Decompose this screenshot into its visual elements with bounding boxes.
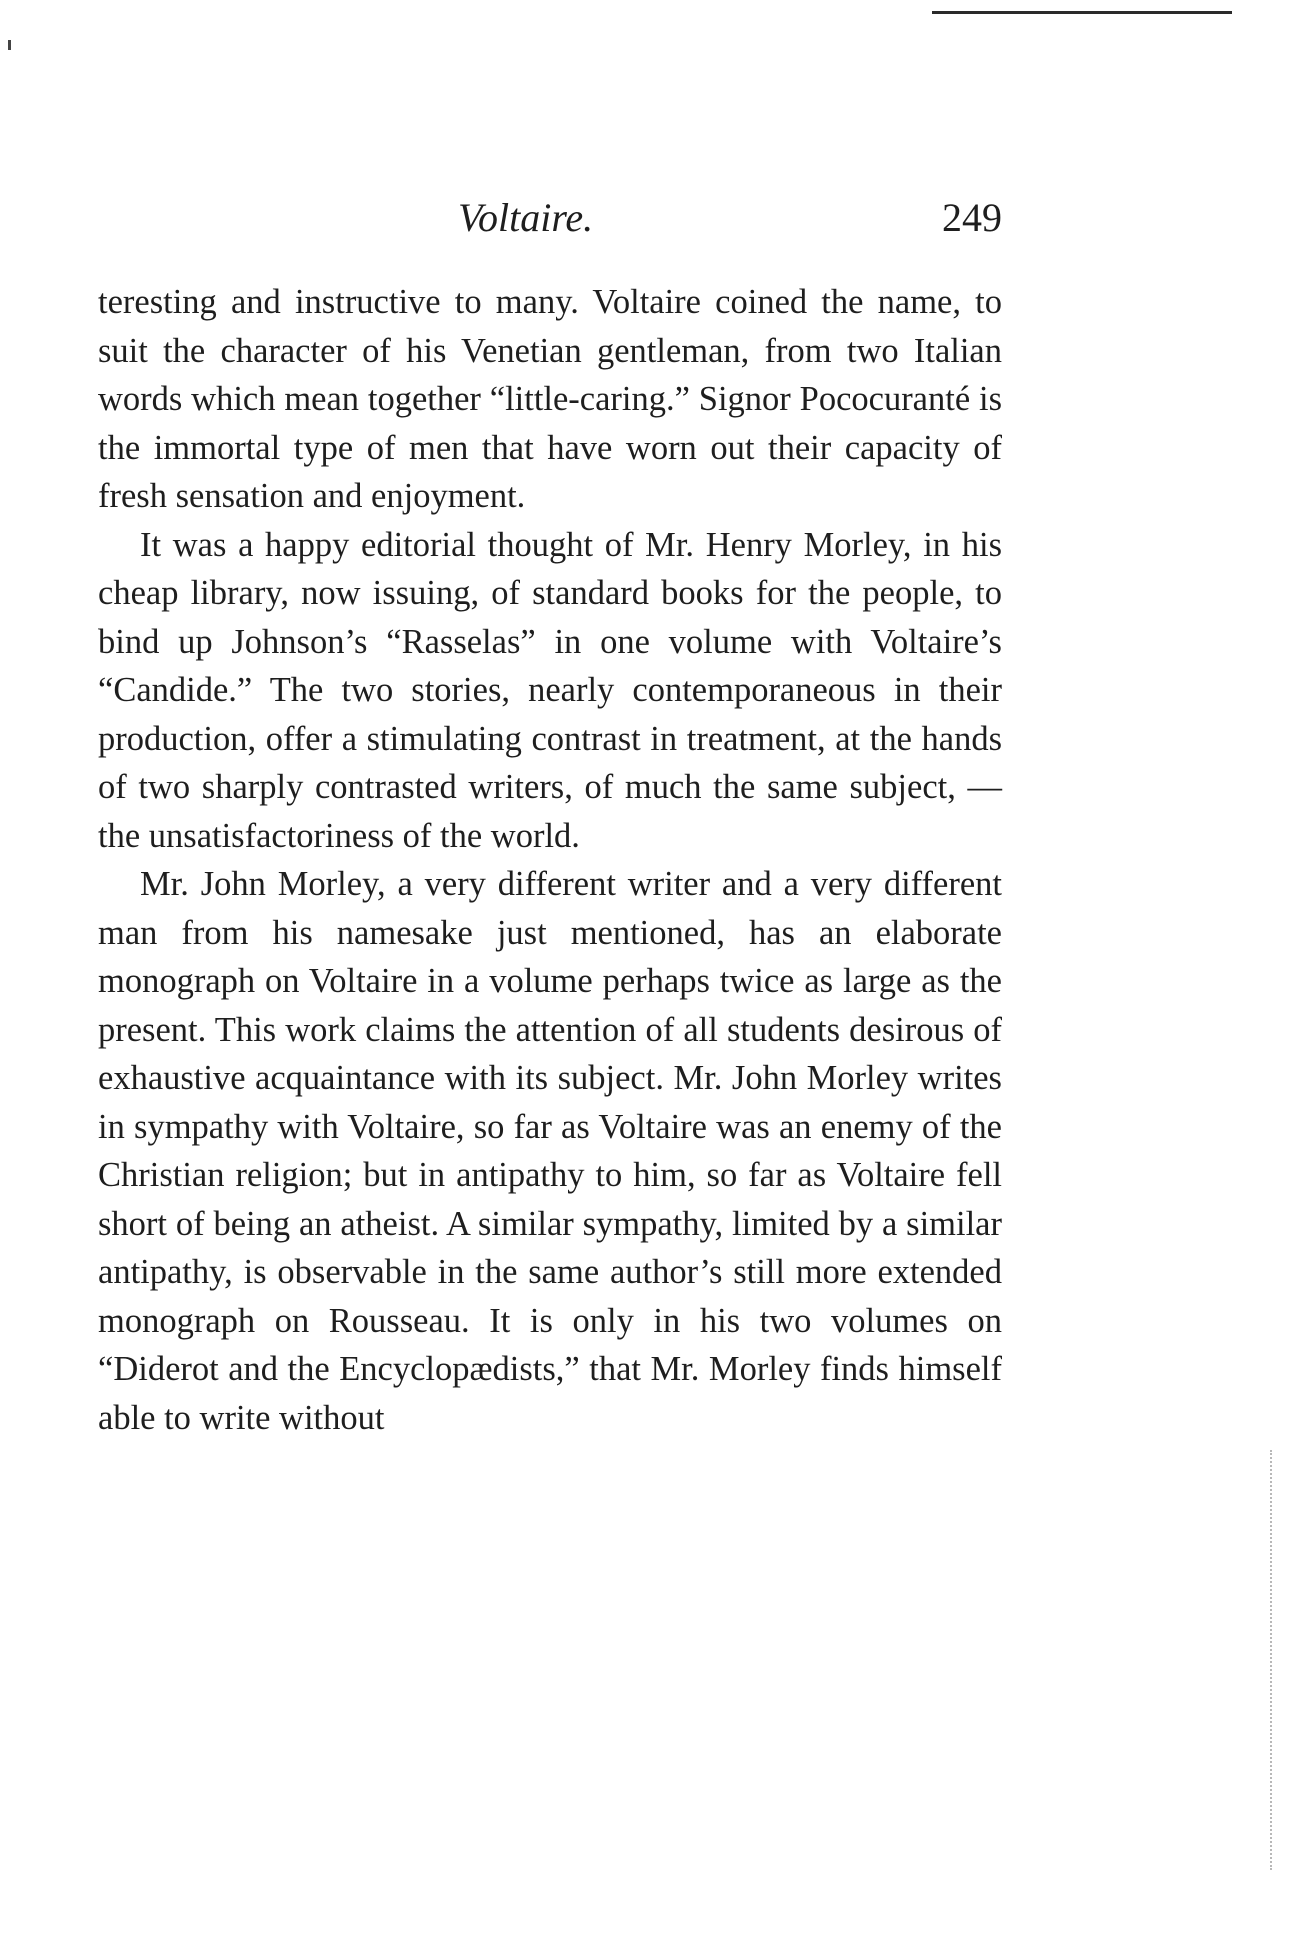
running-title: Voltaire. <box>458 195 594 240</box>
binding-edge <box>1240 1450 1272 1870</box>
page-number: 249 <box>942 195 1002 240</box>
paragraph-henry-morley: It was a happy editorial thought of Mr. Henry Morley, in his cheap library, now issuing, of standard books for the people, to bind up Johnson’s “Rasselas” in one volume with Voltaire’s “Candide.” The two stories, nearly contemporaneous in their production, offer a stimulating contrast in treatment, at the hands of two sharply contrasted writers, of much the same subject, — the unsatisfactoriness of the world. <box>98 525 1002 855</box>
paragraph-john-morley: Mr. John Morley, a very different writer and a very different man from his namesake just mentioned, has an elaborate monograph on Voltaire in a volume perhaps twice as large as the present. This work claims the attention of all students desirous of exhaustive acquaintance with its subject. Mr. John Morley writes in sympathy with Voltaire, so far as Voltaire was an enemy of the Christian religion; but in antipathy to him, so far as Voltaire fell short of being an atheist. A similar sympathy, limited by a similar antipathy, is observable in the same author’s still more extended monograph on Rousseau. It is only in his two volumes on “Diderot and the Encyclopædists,” that Mr. Morley finds himself able to write without <box>98 865 1002 1437</box>
paragraph-continued: teresting and instructive to many. Voltaire coined the name, to suit the character of his Venetian gentleman, from two Italian words which mean together “little-caring.” Signor Pococuranté is the immortal type of men that have worn out their capacity of fresh sensation and enjoyment. <box>98 283 1002 515</box>
edge-mark <box>8 40 11 50</box>
top-rule <box>932 11 1232 14</box>
body-text <box>98 278 1002 1442</box>
page-header <box>98 188 1002 248</box>
